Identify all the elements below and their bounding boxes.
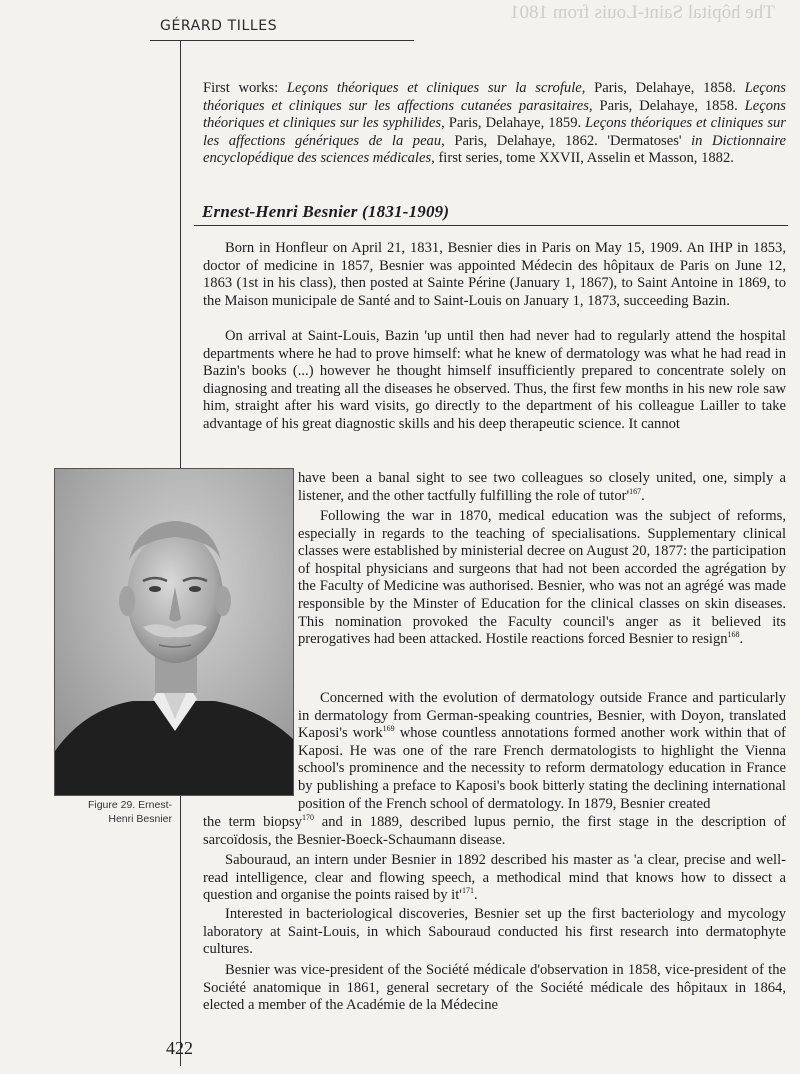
work-title: Leçons théoriques et cliniques sur les affections génériques de la peau: [203, 115, 786, 149]
opposite-page-bleed-through: The hôpital Saint-Louis from 1801: [510, 2, 775, 23]
paragraph-biopsy: [203, 814, 786, 849]
footnote-ref: 170: [302, 813, 314, 823]
footnote-ref: 169: [382, 724, 395, 734]
paragraph-sabouraud: [203, 852, 786, 905]
paragraph-text: whose countless annotations formed another work within that of Kaposi. He was one of the rare French dermatologists to highlight the Vienna school's prominence and the necessity to reform dermatology education in France by publishing a preface to Kaposi's book bitterly stating the declining international position of the French school of dermatology. In 1879, Besnier created: [298, 725, 786, 812]
first-works-label: First works:: [203, 80, 287, 96]
paragraph-education-reform: [298, 508, 786, 649]
paragraph-arrival: On arrival at Saint-Louis, Bazin 'up until then had never had to regularly attend the hospital departments where he had to prove himself: what he knew of dermatology was what he had read in Bazin's books (...) however he thought himself insufficiently prepared to concentrate solely on diagnosing and treating all the diseases he observed. Thus, the first few months in his new role saw him, straight after his ward visits, go directly to the department of his colleague Lailler to take advantage of his great diagnostic skills and his deep therapeutic science. It cannot: [203, 328, 786, 432]
paragraph-text: Following the war in 1870, medical education was the subject of reforms, especially in regards to the teaching of specialisations. Supplementary clinical classes were established by ministerial decree on August 20, 1877: the participation of hospital physicians and surgeons that had not been accorded the agrégation by the Faculty of Medicine was authorised. Besnier, who was not an agrégé was made responsible by the Minster of Education for the clinical classes on skin diseases. This nomination provoked the Faculty council's anger as it believed its prerogatives had been attacked. Hostile reactions forced Besnier to resign: [298, 508, 786, 648]
paragraph-text: Concerned with the evolution of dermatology outside France and particularly in dermatology from German-speaking countries, Besnier, with Doyon, translated Kaposi's work: [298, 690, 786, 742]
paragraph-text: .: [473, 887, 478, 904]
footnote-ref: 171: [461, 886, 474, 896]
paragraph-societies: Besnier was vice-president of the Société médicale d'observation in 1858, vice-president of the Société anatomique in 1861, general secretary of the Société médicale des hôpitaux in 1864, elected a member of the Académie de la Médecine: [203, 962, 786, 1014]
work-title: in Dictionnaire encyclopédique des sciences médicales: [203, 132, 786, 167]
paragraph-text: Sabouraud, an intern under Besnier in 1892 described his master as 'a clear, precise and well-read intelligence, clear and flowing speech, a methodical mind that knows how to dissect a question and organise the points raised by it': [203, 852, 786, 904]
figure-caption-line: Figure 29. Ernest-: [87, 799, 172, 811]
paragraph-text: and in 1889, described lupus pernio, the first stage in the description of sarcoïdosis, the Besnier-Boeck-Schaumann disease.: [203, 814, 786, 848]
work-publication: , Paris, Delahaye, 1862. 'Dermatoses': [441, 132, 692, 149]
paragraph-laboratory: Interested in bacteriological discoveries, Besnier set up the first bacteriology and mycology laboratory at Saint-Louis, in which Sabouraud conducted his first research into dermatophyte cultures.: [203, 906, 786, 958]
section-title-rule: [194, 225, 788, 226]
work-publication: , Paris, Delahaye, 1858.: [588, 97, 745, 114]
work-title: Leçons théoriques et cliniques sur les affections cutanées parasitaires: [203, 80, 786, 114]
paragraph-arrival-continued: [298, 470, 786, 505]
paragraph-birth: Born in Honfleur on April 21, 1831, Besnier dies in Paris on May 15, 1909. An IHP in 1853, doctor of medicine in 1857, Besnier was appointed Médecin des hôpitaux de Paris on June 12, 1863 (1st in his class), then posted at Sainte Périne (January 1, 1867), to Saint Antoine in 1869, to the Maison municipale de Santé and to Saint-Louis on January 1, 1873, succeeding Bazin.: [203, 240, 786, 309]
work-publication: , Paris, Delahaye, 1859.: [441, 115, 586, 132]
header-rule: [150, 40, 414, 41]
paragraph-text: .: [739, 631, 744, 648]
paragraph-text: the term biopsy: [203, 814, 302, 830]
figure-caption: [60, 798, 172, 826]
running-header: GÉRARD TILLES: [160, 18, 278, 34]
paragraph-kaposi: [298, 690, 786, 813]
page-number: 422: [166, 1038, 193, 1058]
work-publication: , Paris, Delahaye, 1858.: [581, 80, 745, 96]
first-works-note: [203, 80, 786, 168]
portrait-photo: [54, 468, 294, 796]
footnote-ref: 168: [727, 630, 740, 640]
work-title: Leçons théoriques et cliniques sur la scrofule: [286, 80, 582, 96]
portrait-illustration: [55, 469, 293, 795]
paragraph-text: .: [641, 487, 645, 504]
figure-caption-line: Henri Besnier: [108, 813, 172, 825]
work-title: Leçons théoriques et cliniques sur les syphilides: [203, 97, 786, 132]
section-title: Ernest-Henri Besnier (1831-1909): [202, 202, 450, 221]
footnote-ref: 167: [629, 486, 642, 496]
work-publication: , first series, tome XXVII, Asselin et Masson, 1882.: [431, 150, 734, 167]
paragraph-text: have been a banal sight to see two colleagues so closely united, one, simply a listener, and the other tactfully fulfilling the role of tutor': [298, 470, 786, 504]
